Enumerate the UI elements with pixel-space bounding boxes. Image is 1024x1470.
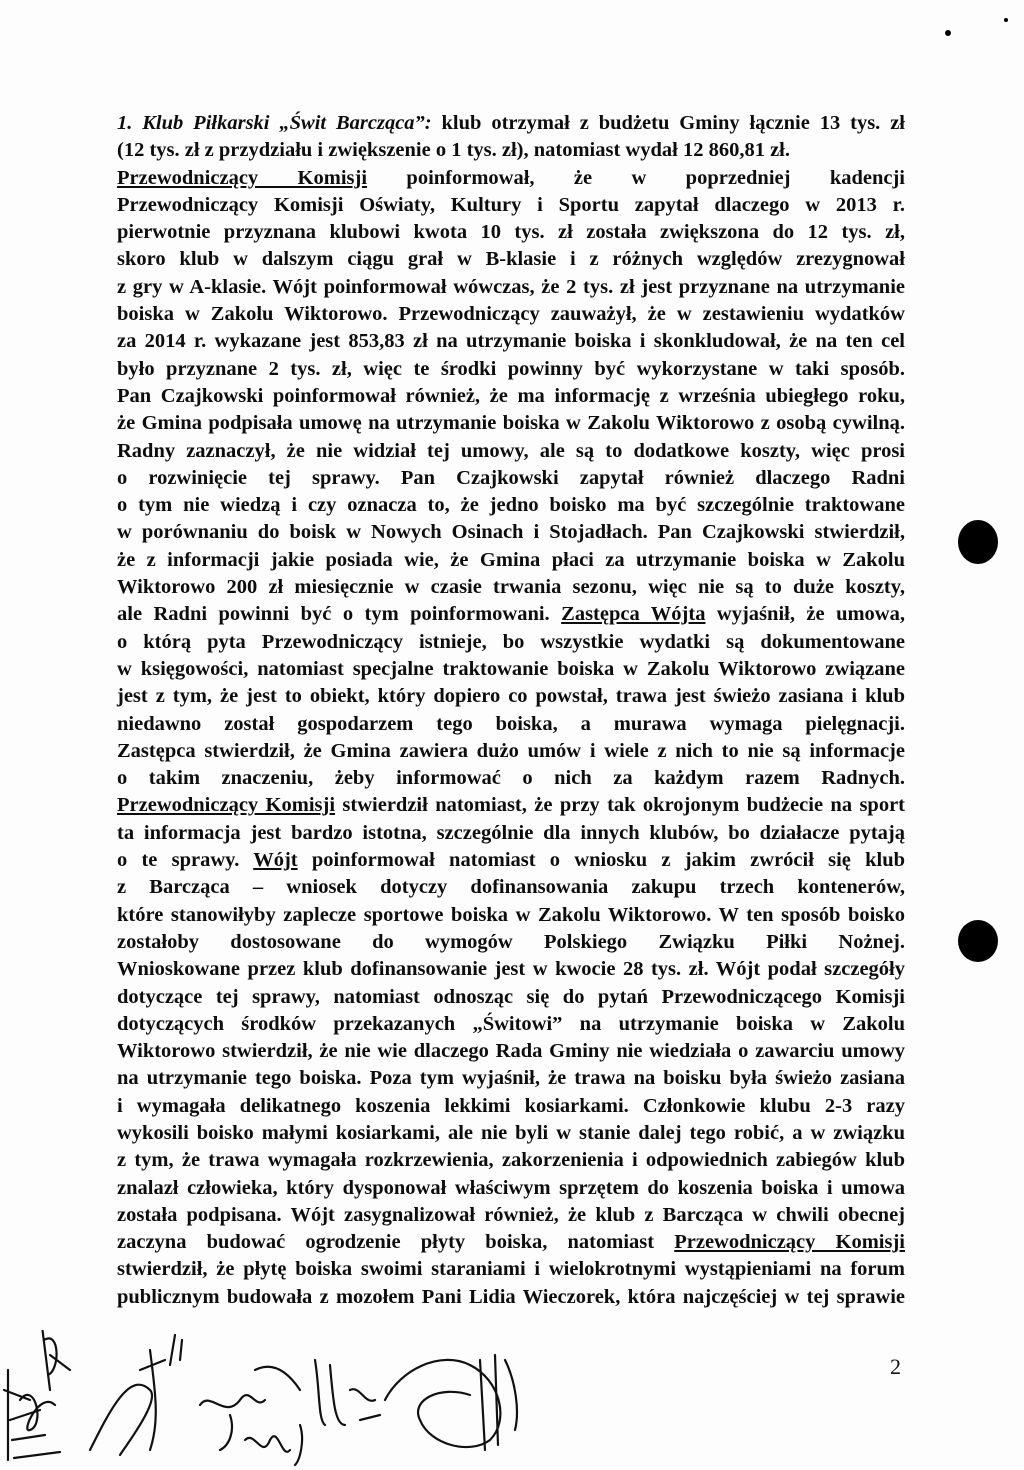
text-line — [117, 1229, 905, 1256]
text-line — [117, 165, 905, 192]
text-span: o którą pyta Przewodniczący istnieje, bo wszystkie wydatki są dokumentowane — [117, 630, 905, 653]
text-span: dotyczących środków przekazanych „Świtowi” na utrzymanie boiska w Zakolu — [117, 1012, 905, 1035]
text-line — [117, 711, 905, 738]
text-line — [117, 929, 905, 956]
text-line — [117, 492, 905, 519]
text-line — [117, 137, 905, 164]
text-span: znalazł człowieka, który dysponował właściwym sprzętem do koszenia boiska i umowa — [117, 1176, 905, 1199]
text-span: niedawno został gospodarzem tego boiska, a murawa wymaga pielęgnacji. — [117, 712, 905, 735]
text-span: Wiktorowo stwierdził, że nie wie dlaczego Rada Gminy nie wiedziała o zawarciu umowy — [117, 1040, 905, 1063]
text-line — [117, 1284, 905, 1311]
text-line — [117, 601, 905, 628]
text-line — [117, 438, 905, 465]
text-span: 1. Klub Piłkarski „Świt Barcząca”: — [117, 112, 432, 134]
text-span: dotyczące tej sprawy, natomiast odnosząc się do pytań Przewodniczącego Komisji — [117, 985, 905, 1008]
text-line — [117, 192, 905, 219]
text-line — [117, 219, 905, 246]
text-line — [117, 274, 905, 301]
text-line — [117, 902, 905, 929]
underlined-name: Przewodniczący Komisji — [117, 794, 336, 817]
underlined-name: Przewodniczący Komisji — [674, 1231, 906, 1254]
text-line — [117, 1120, 905, 1147]
text-line — [117, 656, 905, 683]
text-line — [117, 683, 905, 710]
punch-hole-mark-top — [945, 30, 951, 36]
text-span: o tym nie wiedzą i czy oznacza to, że jedno boisko ma być szczególnie traktowane — [117, 494, 905, 517]
text-line — [117, 874, 905, 901]
text-span: Zastępca stwierdził, że Gmina zawiera dużo umów i wiele z nich to nie są informacje — [117, 739, 905, 762]
text-line — [117, 547, 905, 574]
binder-hole-mark-1 — [958, 520, 998, 564]
text-line — [117, 574, 905, 601]
text-span: skoro klub w dalszym ciągu grał w B-klasie i z różnych względów zrezygnował — [117, 248, 905, 271]
text-span: (12 tys. zł z przydziału i zwiększenie o 1 tys. zł), natomiast wydał 12 860,81 zł. — [117, 139, 791, 162]
underlined-name: Zastępca Wójta — [561, 603, 706, 626]
text-line — [117, 820, 905, 847]
document-body — [117, 110, 905, 1311]
text-line — [117, 629, 905, 656]
text-span: pierwotnie przyznana klubowi kwota 10 tys. zł została zwiększona do 12 tys. zł, — [117, 221, 905, 244]
text-span: Przewodniczący Komisji Oświaty, Kultury i Sportu zapytał dlaczego w 2013 r. — [117, 193, 905, 216]
text-span: ale Radni powinni być o tym poinformowani. — [117, 603, 562, 626]
text-span: Wiktorowo 200 zł miesięcznie w czasie trwania sezonu, więc nie są to duże koszty, — [117, 576, 905, 599]
text-span: o takim znaczeniu, żeby informować o nich za każdym razem Radnych. — [117, 767, 905, 790]
text-line — [117, 1011, 905, 1038]
text-span: że Gmina podpisała umowę na utrzymanie boiska w Zakolu Wiktorowo z osobą cywilną. — [117, 412, 905, 435]
text-span: publicznym budowała z mozołem Pani Lidia Wieczorek, która najczęściej w tej sprawie — [117, 1285, 905, 1308]
text-line — [117, 383, 905, 410]
text-span: Pan Czajkowski poinformował również, że ma informację z września ubiegłego roku, — [117, 384, 905, 407]
text-span: zostałoby dostosowane do wymogów Polskiego Związku Piłki Nożnej. — [117, 930, 905, 953]
text-span: z Barcząca – wniosek dotyczy dofinansowania zakupu trzech kontenerów, — [117, 876, 905, 899]
text-line — [117, 328, 905, 355]
text-line — [117, 301, 905, 328]
text-span: Wnioskowane przez klub dofinansowanie jest w kwocie 28 tys. zł. Wójt podał szczegóły — [117, 958, 905, 981]
text-span: stwierdził, że płytę boiska swoimi staraniami i wielokrotnymi wystąpieniami na forum — [117, 1258, 905, 1281]
text-span: wykosili boisko małymi kosiarkami, ale nie byli w stanie dalej tego robić, a w związku — [117, 1121, 905, 1144]
text-line — [117, 519, 905, 546]
text-line — [117, 1147, 905, 1174]
text-span: w księgowości, natomiast specjalne traktowanie boiska w Zakolu Wiktorowo związane — [117, 657, 905, 680]
underlined-name: Wójt — [253, 849, 298, 872]
text-span: jest z tym, że jest to obiekt, który dopiero co powstał, trawa jest świeżo zasiana i klub — [117, 685, 905, 708]
text-line — [117, 847, 905, 874]
text-span: poinformował natomiast o wniosku z jakim zwrócił się klub — [297, 849, 905, 872]
text-line — [117, 410, 905, 437]
text-span: z gry w A-klasie. Wójt poinformował wówczas, że 2 tys. zł jest przyznane na utrzymanie — [117, 275, 905, 298]
text-line — [117, 110, 905, 137]
text-span: boiska w Zakolu Wiktorowo. Przewodniczący zauważył, że w zestawieniu wydatków — [117, 303, 905, 326]
punch-hole-mark-right — [1004, 18, 1008, 22]
text-span: i wymagała delikatnego koszenia lekkimi kosiarkami. Członkowie klubu 2-3 razy — [117, 1094, 905, 1117]
text-span: że z informacji jakie posiada wie, że Gmina płaci za utrzymanie boiska w Zakolu — [117, 548, 905, 571]
text-line — [117, 246, 905, 273]
underlined-name: Przewodniczący Komisji — [117, 166, 368, 189]
text-span: wyjaśnił, że umowa, — [705, 603, 905, 626]
text-line — [117, 738, 905, 765]
text-span: o rozwinięcie tej sprawy. Pan Czajkowski zapytał również dlaczego Radni — [117, 466, 905, 489]
text-span: Radny zaznaczył, że nie widział tej umowy, ale są to dodatkowe koszty, więc prosi — [117, 439, 905, 462]
text-span: stwierdził natomiast, że przy tak okrojonym budżecie na sport — [335, 794, 906, 817]
text-line — [117, 792, 905, 819]
text-line — [117, 465, 905, 492]
text-line — [117, 1202, 905, 1229]
text-line — [117, 1065, 905, 1092]
text-line — [117, 1175, 905, 1202]
text-span: zaczyna budować ogrodzenie płyty boiska, natomiast — [117, 1231, 675, 1254]
text-line — [117, 1093, 905, 1120]
text-line — [117, 356, 905, 383]
text-span: została podpisana. Wójt zasygnalizował również, że klub z Barcząca w chwili obecnej — [117, 1203, 905, 1226]
text-span: na utrzymanie tego boiska. Poza tym wyjaśnił, że trawa na boisku była świeżo zasiana — [117, 1067, 905, 1090]
text-line — [117, 1038, 905, 1065]
text-line — [117, 984, 905, 1011]
page-number: 2 — [890, 1354, 901, 1379]
text-span: było przyznane 2 tys. zł, więc te środki powinny być wykorzystane w taki sposób. — [117, 357, 905, 380]
handwritten-signatures — [0, 1330, 1024, 1470]
text-line — [117, 956, 905, 983]
text-line — [117, 1256, 905, 1283]
text-span: klub otrzymał z budżetu Gminy łącznie 13 tys. zł — [431, 112, 905, 134]
text-line — [117, 765, 905, 792]
text-span: o te sprawy. — [117, 849, 254, 872]
text-span: z tym, że trawa wymagała rozkrzewienia, zakorzenienia i odpowiednich zabiegów klub — [117, 1149, 905, 1172]
text-span: za 2014 r. wykazane jest 853,83 zł na utrzymanie boiska i skonkludował, że na ten cel — [117, 330, 905, 353]
text-span: w porównaniu do boisk w Nowych Osinach i Stojadłach. Pan Czajkowski stwierdził, — [117, 521, 905, 544]
binder-hole-mark-2 — [958, 920, 998, 962]
text-span: ta informacja jest bardzo istotna, szczególnie dla innych klubów, bo działacze pytają — [117, 821, 905, 844]
text-span: które stanowiłyby zaplecze sportowe boiska w Zakolu Wiktorowo. W ten sposób boisko — [117, 903, 905, 926]
text-span: poinformował, że w poprzedniej kadencji — [367, 166, 906, 189]
